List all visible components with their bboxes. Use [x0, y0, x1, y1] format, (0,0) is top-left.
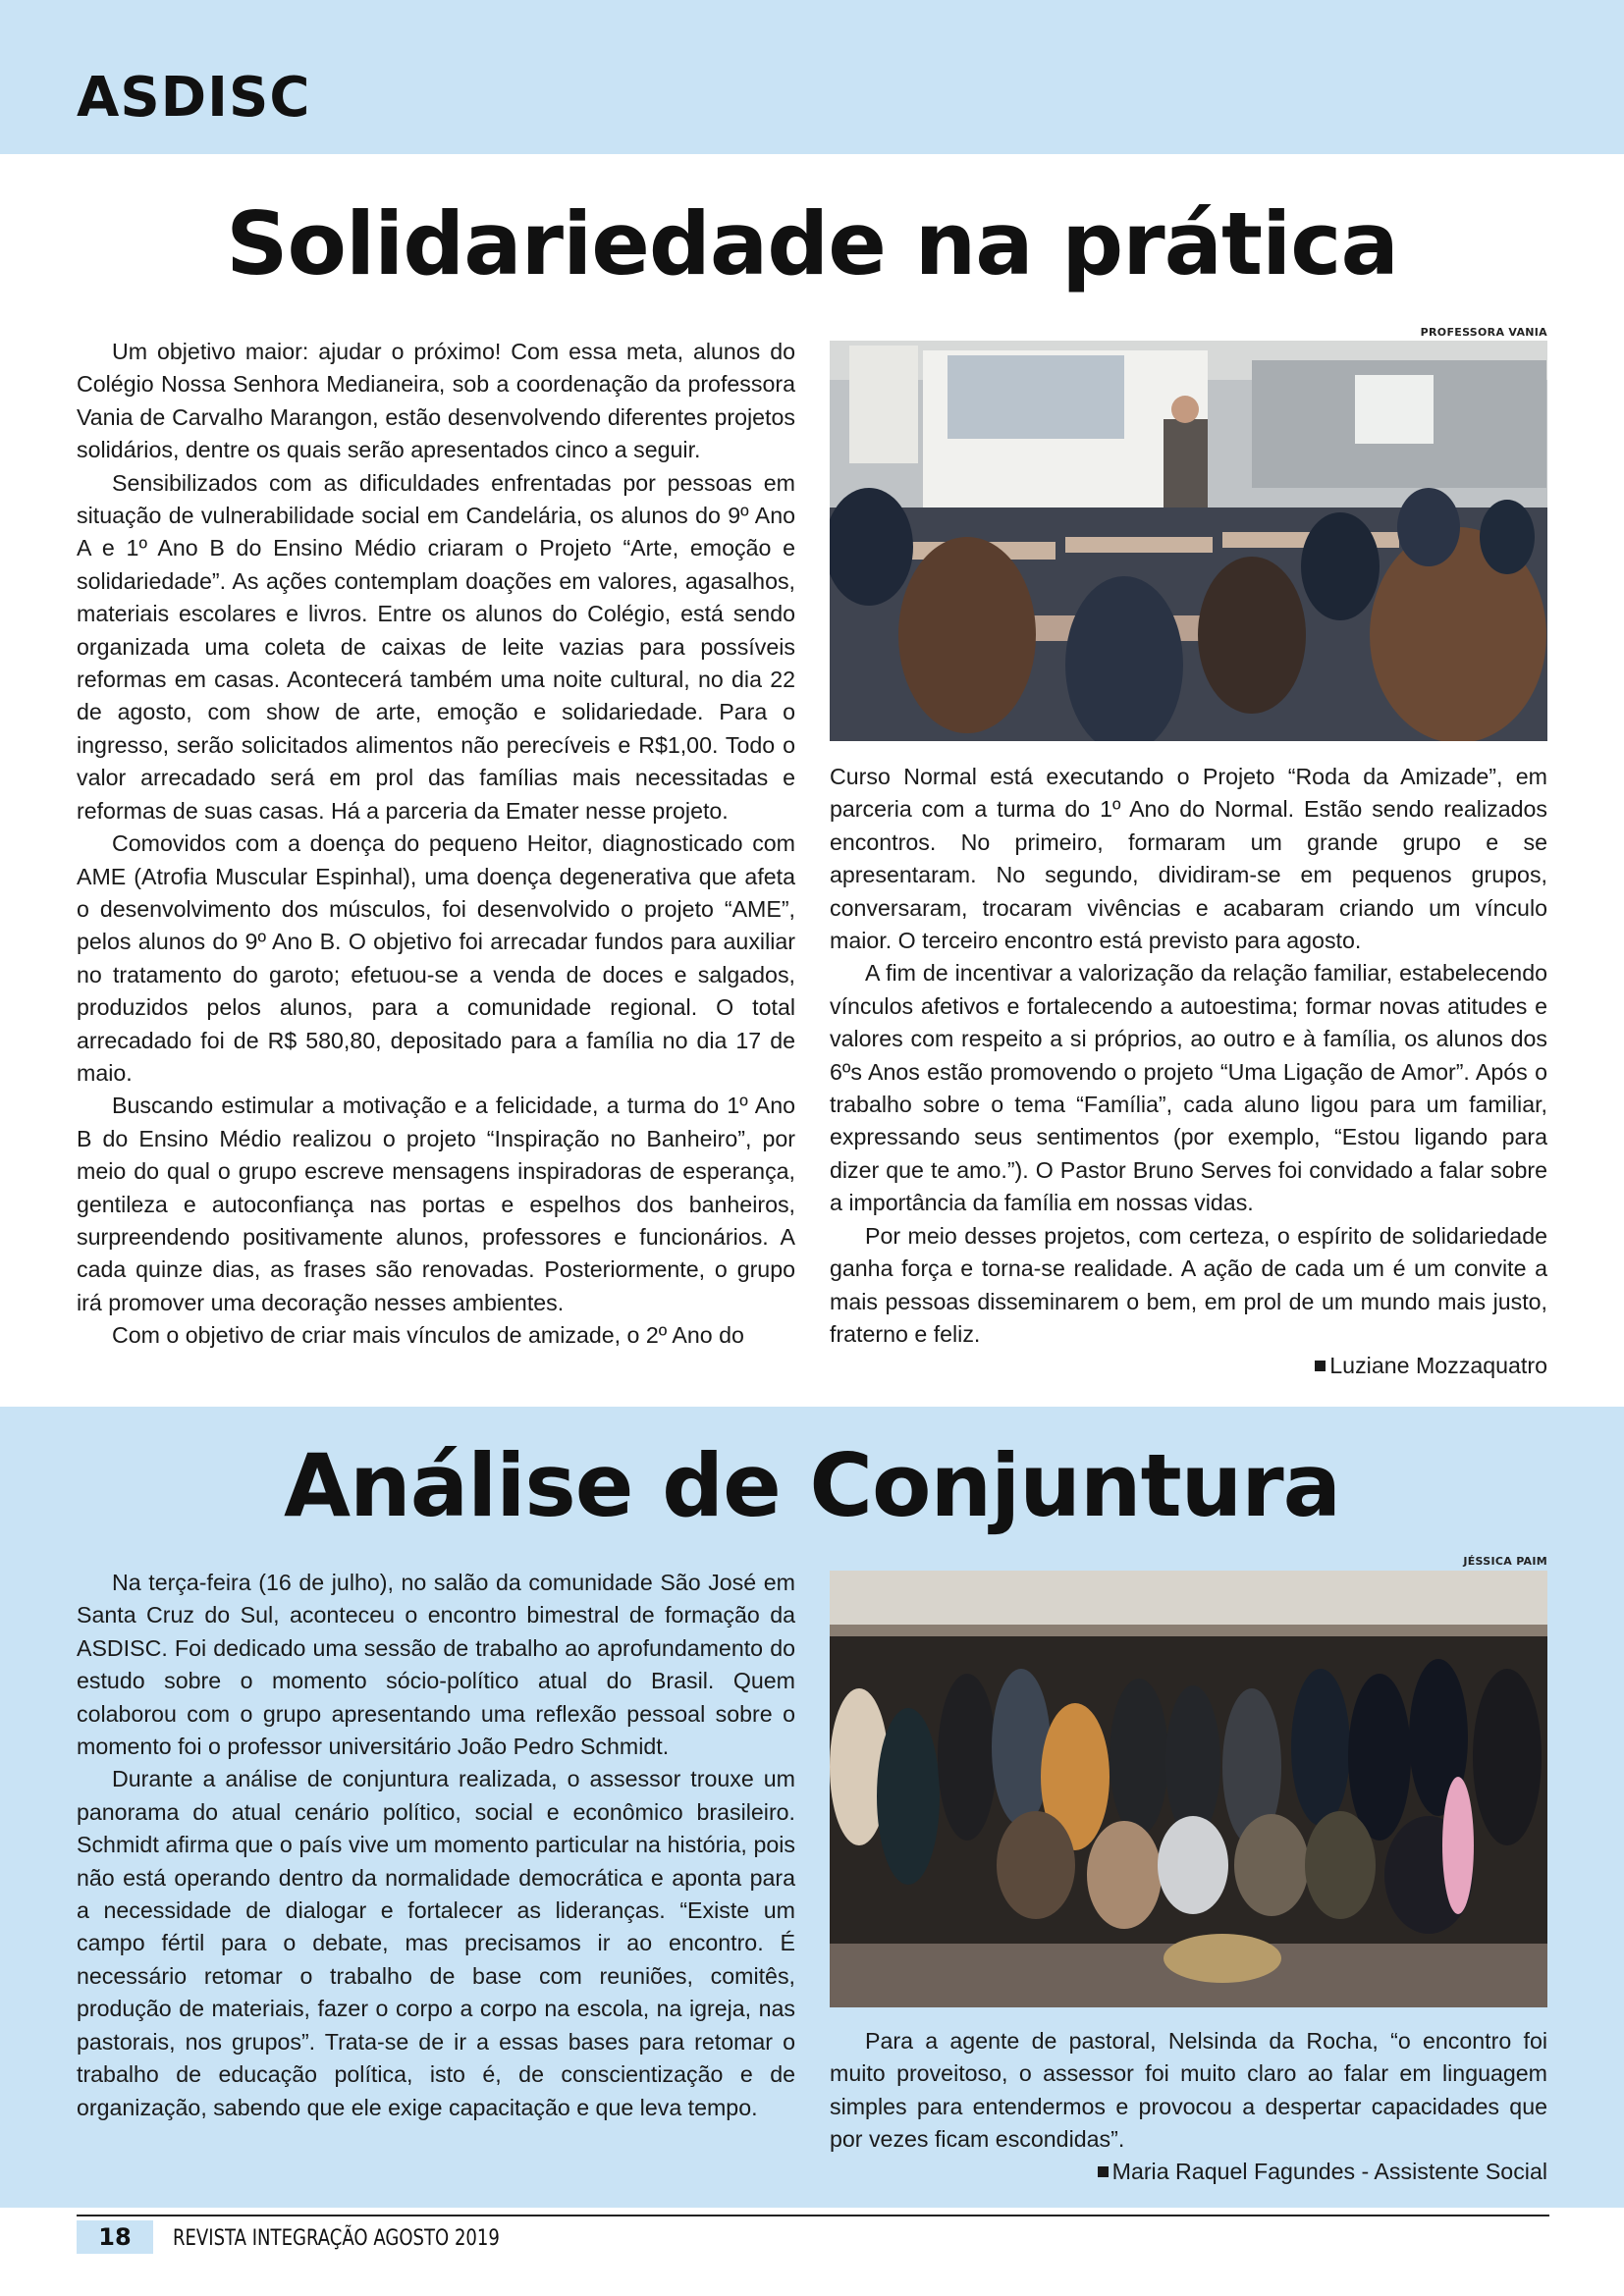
article1-byline	[1178, 1351, 1547, 1380]
article1-photo-credit: PROFESSORA VANIA	[1420, 326, 1547, 339]
article2-photo-credit: JÉSSICA PAIM	[1463, 1555, 1547, 1568]
page-number: 18	[77, 2220, 153, 2254]
publication-name: REVISTA INTEGRAÇÃO AGOSTO 2019	[173, 2226, 500, 2251]
article1-paragraph: Um objetivo maior: ajudar o próximo! Com essa meta, alunos do Colégio Nossa Senhora Medianeira, sob a coordenação da professora Vania de Carvalho Marangon, estão desenvolvendo diferentes projetos solidários, dentre os quais serão apresentados cinco a seguir.	[77, 339, 795, 463]
article2-paragraph: Durante a análise de conjuntura realizada, o assessor trouxe um panorama do atual cenário político, social e econômico brasileiro. Schmidt afirma que o país vive um momento particular na história, pois não está operando dentro da normalidade democrática e aponta para a necessidade de dialogar e fortalecer as lideranças. “Existe um campo fértil para o debate, mas precisamos ir ao encontro. É necessário retomar o trabalho de base com reuniões, comitês, produção de materiais, fazer o corpo a corpo na escola, na igreja, nas pastorais, nos grupos”. Trata-se de ir a essas bases para retomar o trabalho de educação política, isto é, de conscientização e de organização, sabendo que ele exige capacitação e que leva tempo.	[77, 1766, 795, 2120]
footer-divider	[77, 2215, 1549, 2216]
byline-bullet-icon	[1098, 2166, 1109, 2177]
article2-byline	[982, 2157, 1547, 2186]
section-label: ASDISC	[77, 66, 311, 130]
article1-paragraph: Sensibilizados com as dificuldades enfrentadas por pessoas em situação de vulnerabilidade social em Candelária, os alunos do 9º Ano A e 1º Ano B do Ensino Médio criaram o Projeto “Arte, emoção e solidariedade”. As ações contemplam doações em valores, agasalhos, materiais escolares e livros. Entre os alunos do Colégio, está sendo organizada uma coleta de caixas de leite vazias para possíveis reformas em casas. Acontecerá também uma noite cultural, no dia 22 de agosto, com show de arte, emoção e solidariedade. Para o ingresso, serão solicitados alimentos não perecíveis e R$1,00. Todo o valor arrecadado será em prol das famílias mais necessitadas e reformas de suas casas. Há a parceria da Emater nesse projeto.	[77, 469, 795, 824]
article2-author: Maria Raquel Fagundes - Assistente Social	[1111, 2159, 1547, 2184]
group-photo-image	[830, 1571, 1547, 2007]
article1-title: Solidariedade na prática	[226, 193, 1398, 294]
classroom-photo-image	[830, 341, 1547, 741]
article1-paragraph: Buscando estimular a motivação e a felicidade, a turma do 1º Ano B do Ensino Médio realizou o projeto “Inspiração no Banheiro”, por meio do qual o grupo escreve mensagens inspiradoras de esperança, gentileza e autoconfiança nas portas e espelhos dos banheiros, surpreendendo positivamente alunos, professores e funcionários. A cada quinze dias, as frases são renovadas. Posteriormente, o grupo irá promover uma decoração nesses ambientes.	[77, 1093, 795, 1315]
classroom-photo	[830, 341, 1547, 741]
article1-left-column	[77, 336, 795, 1353]
article2-right-column	[830, 2025, 1547, 2157]
article2-paragraph: Na terça-feira (16 de julho), no salão da comunidade São José em Santa Cruz do Sul, aconteceu o encontro bimestral de formação da ASDISC. Foi dedicado uma sessão de trabalho ao aprofundamento do estudo sobre o momento sócio-político atual do Brasil. Quem colaborou com o grupo apresentando uma reflexão pessoal sobre o momento foi o professor universitário João Pedro Schmidt.	[77, 1570, 795, 1760]
article1-paragraph: A fim de incentivar a valorização da relação familiar, estabelecendo vínculos afetivos e fortalecendo a autoestima; formar novas atitudes e valores com respeito a si próprios, ao outro e à família, os alunos dos 6ºs Anos estão promovendo o projeto “Uma Ligação de Amor”. Após o trabalho sobre o tema “Família”, cada aluno ligou para um familiar, expressando seus sentimentos (por exemplo, “Estou ligando para dizer que te amo.”). O Pastor Bruno Serves foi convidado a falar sobre a importância da família em nossas vidas.	[830, 960, 1547, 1216]
article2-left-column	[77, 1567, 795, 2124]
article1-paragraph: Comovidos com a doença do pequeno Heitor, diagnosticado com AME (Atrofia Muscular Espinhal), uma doença degenerativa que afeta o desenvolvimento dos músculos, foi desenvolvido o projeto “AME”, pelos alunos do 9º Ano B. O objetivo foi arrecadar fundos para auxiliar no tratamento do garoto; efetuou-se a venda de doces e salgados, produzidos pelos alunos, para a comunidade regional. O total arrecadado foi de R$ 580,80, depositado para a família no dia 17 de maio.	[77, 830, 795, 1086]
article1-paragraph: Com o objetivo de criar mais vínculos de amizade, o 2º Ano do	[112, 1322, 744, 1349]
article1-paragraph: Por meio desses projetos, com certeza, o espírito de solidariedade ganha força e torna-se realidade. A ação de cada um é um convite a mais pessoas disseminarem o bem, em prol de um mundo mais justo, fraterno e feliz.	[830, 1222, 1547, 1347]
article2-paragraph: Para a agente de pastoral, Nelsinda da Rocha, “o encontro foi muito proveitoso, o assessor foi muito claro ao falar em linguagem simples para entendermos e provocou a despertar capacidades que por vezes ficam escondidas”.	[830, 2028, 1547, 2153]
article1-author: Luziane Mozzaquatro	[1329, 1353, 1547, 1378]
article1-right-column	[830, 761, 1547, 1351]
group-photo	[830, 1571, 1547, 2007]
byline-bullet-icon	[1315, 1361, 1326, 1371]
article1-paragraph: Curso Normal está executando o Projeto “Roda da Amizade”, em parceria com a turma do 1º Ano do Normal. Estão sendo realizados encontros. No primeiro, formaram um grande grupo e se apresentaram. No segundo, dividiram-se em pequenos grupos, conversaram, trocaram vivências e acabaram criando um vínculo maior. O terceiro encontro está previsto para agosto.	[830, 764, 1547, 954]
article2-title: Análise de Conjuntura	[283, 1435, 1341, 1536]
